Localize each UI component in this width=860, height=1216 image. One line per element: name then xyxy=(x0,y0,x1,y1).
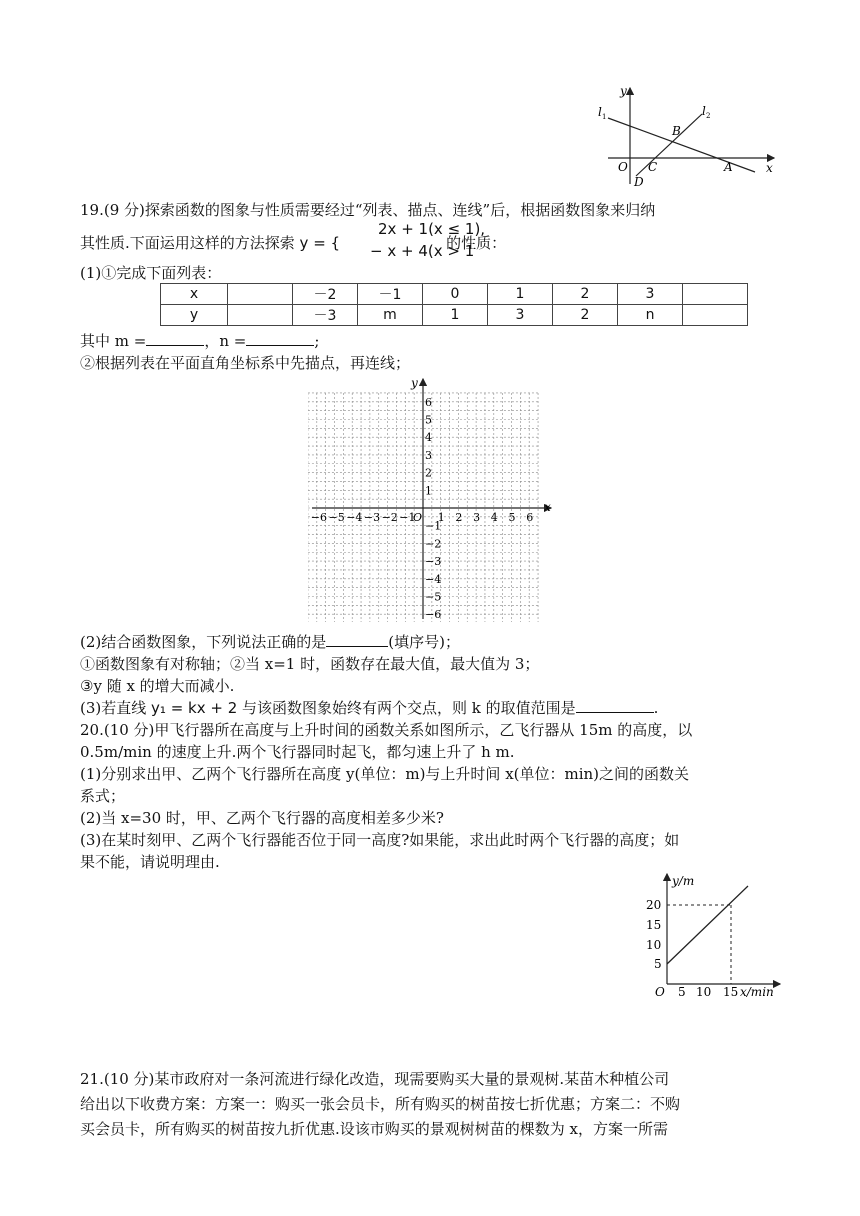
grid-x-tick-label: −6 xyxy=(310,511,328,524)
grid-x-tick-label: −1 xyxy=(399,511,416,524)
q19-line1: 19.(9 分)探索函数的图象与性质需要经过“列表、描点、连线”后，根据函数图象来归纳 xyxy=(80,201,656,219)
q19-opt3: ③y 随 x 的增大而减小. xyxy=(80,677,235,695)
grid-y-tick-label: 3 xyxy=(425,448,432,462)
q19-case2: − x + 4(x > 1 xyxy=(370,242,475,260)
table-cell: －1 xyxy=(358,284,423,305)
grid-y-tick-label: 6 xyxy=(425,395,432,409)
q19-part3-eq: y₁ = kx + 2 xyxy=(151,699,238,717)
grid-y-tick-label: 5 xyxy=(425,413,432,427)
table-cell: 2 xyxy=(553,305,618,326)
table-cell xyxy=(683,305,748,326)
grid-y-label: y xyxy=(411,376,418,390)
grid-x-tick-label: −5 xyxy=(328,511,345,524)
q19-part1-1: (1)①完成下面列表： xyxy=(80,264,222,282)
q21-line2: 给出以下收费方案：方案一：购买一张会员卡，所有购买的树苗按七折优惠；方案二：不购 xyxy=(80,1095,681,1113)
grid-x-tick-label: −2 xyxy=(381,511,398,524)
coordinate-grid xyxy=(308,376,558,622)
q21-line3: 买会员卡，所有购买的树苗按九折优惠.设该市购买的景观树树苗的棵数为 x，方案一所需 xyxy=(80,1120,668,1138)
part2-answer-blank[interactable] xyxy=(326,632,388,647)
q19-part2-line xyxy=(80,632,460,652)
n-answer-blank[interactable] xyxy=(246,331,314,346)
fig-label-O: O xyxy=(618,160,628,174)
grid-y-tick-label: −5 xyxy=(425,590,442,604)
chart-line xyxy=(667,886,748,964)
q20-line3: (1)分别求出甲、乙两个飞行器所在高度 y(单位：m)与上升时间 x(单位：min)之间的函数关 xyxy=(80,765,690,783)
table-cell: y xyxy=(161,305,228,326)
table-row-x xyxy=(161,284,748,305)
grid-origin-label: O xyxy=(413,511,423,524)
table-cell: －2 xyxy=(293,284,358,305)
table-cell: 2 xyxy=(553,284,618,305)
fig-label-A: A xyxy=(724,160,733,174)
table-cell: 0 xyxy=(423,284,488,305)
q19-case1: 2x + 1(x ≤ 1), xyxy=(378,220,486,238)
q19-line2-prefix: 其性质.下面运用这样的方法探索 xyxy=(80,234,300,252)
chart-y-tick: 15 xyxy=(646,918,662,932)
q20-line1: 20.(10 分)甲飞行器所在高度与上升时间的函数关系如图所示，乙飞行器从 15m 的高度，以 xyxy=(80,721,693,739)
q19-mn-c: ; xyxy=(314,332,320,350)
lines-figure xyxy=(590,82,790,190)
q19-part2: (2)结合函数图象，下列说法正确的是 xyxy=(80,633,327,651)
fig-label-x: x xyxy=(766,161,773,175)
grid-y-tick-label: −1 xyxy=(425,519,442,533)
q19-part3-a: (3)若直线 xyxy=(80,699,152,717)
grid-y-tick-label: −4 xyxy=(425,572,442,586)
grid-x-tick-label: 4 xyxy=(490,511,498,524)
grid-x-tick-label: −4 xyxy=(346,511,363,524)
table-cell xyxy=(228,284,293,305)
grid-x-tick-label: 3 xyxy=(473,511,481,524)
chart-x-label: x/min xyxy=(740,985,774,999)
q19-line2-suffix: 的性质： xyxy=(446,234,507,252)
table-cell: x xyxy=(161,284,228,305)
grid-x-tick-label: −3 xyxy=(363,511,381,524)
q20-line7: 果不能，请说明理由. xyxy=(80,853,220,871)
q20-line4: 系式； xyxy=(80,787,126,805)
q19-part3-b: 与该函数图象始终有两个交点，则 k 的取值范围是 xyxy=(237,699,576,717)
k-range-answer-blank[interactable] xyxy=(576,698,654,713)
grid-x-tick-label: 5 xyxy=(508,511,516,524)
xy-table xyxy=(160,283,748,326)
table-cell: 3 xyxy=(618,284,683,305)
q19-part1-2: ②根据列表在平面直角坐标系中先描点，再连线； xyxy=(80,354,411,372)
chart-origin: O xyxy=(655,985,665,999)
fig-label-D: D xyxy=(634,175,644,189)
fig-label-l1-sub: 1 xyxy=(602,113,607,121)
table-cell xyxy=(683,284,748,305)
chart-x-tick: 15 xyxy=(723,985,739,999)
fig-label-l2-sub: 2 xyxy=(706,112,711,120)
q19-part2-tail: (填序号)； xyxy=(388,633,460,651)
grid-y-tick-label: −3 xyxy=(425,555,442,569)
table-cell xyxy=(228,305,293,326)
grid-x-tick-label: 6 xyxy=(526,511,534,524)
q20-line2: 0.5m/min 的速度上升.两个飞行器同时起飞，都匀速上升了 h m. xyxy=(80,743,515,761)
q19-y-eq: y = { xyxy=(299,234,341,252)
line-l2 xyxy=(636,114,702,176)
grid-y-tick-label: 1 xyxy=(425,484,432,498)
chart-y-tick: 20 xyxy=(646,898,662,912)
grid-y-tick-label: −2 xyxy=(425,537,442,551)
table-cell: 3 xyxy=(488,305,553,326)
q19-part3-line xyxy=(80,698,658,718)
fig-label-B: B xyxy=(672,124,681,138)
q20-line5: (2)当 x=30 时，甲、乙两个飞行器的高度相差多少米? xyxy=(80,809,444,827)
height-time-chart xyxy=(640,868,790,1000)
grid-x-tick-label: 1 xyxy=(437,511,445,524)
q21-line1: 21.(10 分)某市政府对一条河流进行绿化改造，现需要购买大量的景观树.某苗木种植公司 xyxy=(80,1070,670,1088)
fig-label-l1: l xyxy=(598,105,602,119)
q19-mn-line xyxy=(80,331,319,351)
grid-x-tick-label: 2 xyxy=(455,511,463,524)
table-cell: m xyxy=(358,305,423,326)
chart-x-tick: 10 xyxy=(696,985,712,999)
table-cell: n xyxy=(618,305,683,326)
grid-y-tick-label: −6 xyxy=(425,608,442,622)
chart-x-tick: 5 xyxy=(678,985,686,999)
table-cell: －3 xyxy=(293,305,358,326)
q19-opts12: ①函数图象有对称轴；②当 x=1 时，函数存在最大值，最大值为 3； xyxy=(80,655,540,673)
q19-part3-c: . xyxy=(653,699,659,717)
q20-line6: (3)在某时刻甲、乙两个飞行器能否位于同一高度?如果能，求出此时两个飞行器的高度；如 xyxy=(80,831,680,849)
grid-y-tick-label: 2 xyxy=(425,466,432,480)
table-cell: 1 xyxy=(488,284,553,305)
fig-label-l2: l xyxy=(702,104,706,118)
q19-mn-b: ，n = xyxy=(204,332,247,350)
chart-y-tick: 10 xyxy=(646,938,662,952)
table-row-y xyxy=(161,305,748,326)
chart-y-label: y/m xyxy=(672,874,695,888)
table-cell: 1 xyxy=(423,305,488,326)
fig-label-y: y xyxy=(620,84,627,98)
m-answer-blank[interactable] xyxy=(146,331,204,346)
grid-y-tick-label: 4 xyxy=(425,431,432,445)
fig-label-C: C xyxy=(648,160,658,174)
grid-x-label: x xyxy=(544,500,551,514)
chart-y-tick: 5 xyxy=(654,957,662,971)
q19-mn-a: 其中 m = xyxy=(80,332,147,350)
